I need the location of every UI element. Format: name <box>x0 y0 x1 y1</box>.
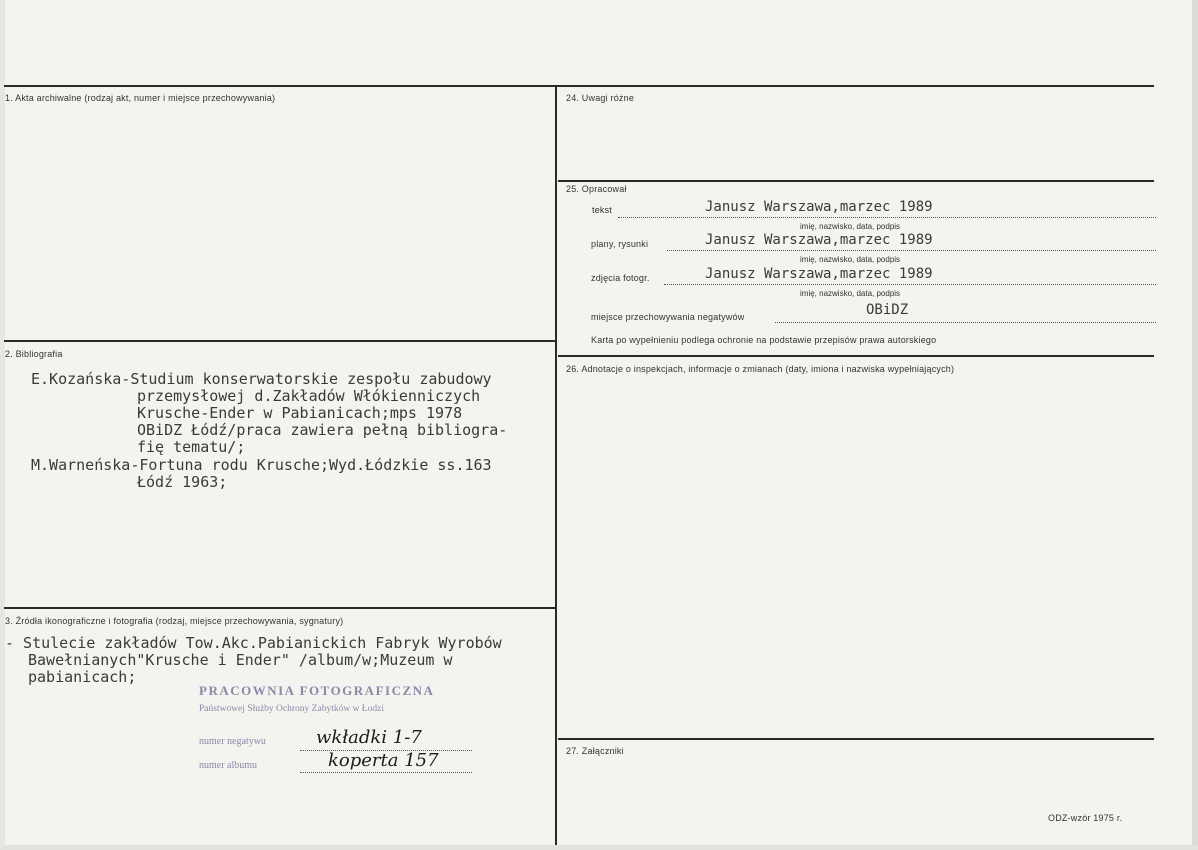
iconography-line: Bawełnianych"Krusche i Ender" /album/w;Muzeum w <box>28 651 453 669</box>
section-2-label: 2. Bibliografia <box>5 349 63 359</box>
rule-right-3 <box>558 738 1154 740</box>
rule-center <box>555 85 557 845</box>
stamp-negative-label: numer negatywu <box>199 736 266 747</box>
negatywy-value: OBiDZ <box>866 302 909 318</box>
bibliography-line: Krusche-Ender w Pabianicach;mps 1978 <box>137 404 463 422</box>
bibliography-line: M.Warneńska-Fortuna rodu Krusche;Wyd.Łódzkie ss.163 <box>31 456 492 474</box>
card-edge <box>1192 0 1198 850</box>
section-27-label: 27. Załączniki <box>566 746 624 756</box>
card-edge <box>0 845 1198 850</box>
stamp-title: PRACOWNIA FOTOGRAFICZNA <box>199 683 435 698</box>
tekst-rule <box>618 217 1156 218</box>
bibliography-line: OBiDZ Łódź/praca zawiera pełną bibliogra- <box>137 421 508 439</box>
section-25-label: 25. Opracował <box>566 184 627 194</box>
bibliography-line: przemysłowej d.Zakładów Włókienniczych <box>137 387 481 405</box>
rule-right-2 <box>558 355 1154 357</box>
tekst-label: tekst <box>592 205 613 215</box>
signature-caption: imię, nazwisko, data, podpis <box>800 222 901 231</box>
rule-right-1 <box>558 180 1154 182</box>
section-3-label: 3. Źródła ikonograficzne i fotografia (rodzaj, miejsce przechowywania, sygnatury) <box>5 616 344 626</box>
section-1-label: 1. Akta archiwalne (rodzaj akt, numer i miejsce przechowywania) <box>5 93 276 103</box>
signature-caption: imię, nazwisko, data, podpis <box>800 289 901 298</box>
plany-label: plany, rysunki <box>591 239 649 249</box>
bibliography-line: fię tematu/; <box>137 438 246 456</box>
rule-top <box>4 85 1154 87</box>
copyright-note: Karta po wypełnieniu podlega ochronie na podstawie przepisów prawa autorskiego <box>591 335 937 345</box>
negatywy-label: miejsce przechowywania negatywów <box>591 312 745 322</box>
stamp-album-rule <box>300 772 472 773</box>
iconography-line: - Stulecie zakładów Tow.Akc.Pabianickich Fabryk Wyrobów <box>5 634 502 652</box>
album-number-handwritten: koperta 157 <box>328 750 439 771</box>
rule-left-2 <box>4 607 556 609</box>
zdjecia-value: Janusz Warszawa,marzec 1989 <box>705 266 933 282</box>
iconography-line: pabianicach; <box>28 668 137 686</box>
bibliography-line: Łódź 1963; <box>137 473 228 491</box>
stamp-album-label: numer albumu <box>199 760 258 771</box>
signature-caption: imię, nazwisko, data, podpis <box>800 255 901 264</box>
plany-rule <box>667 250 1156 251</box>
tekst-value: Janusz Warszawa,marzec 1989 <box>705 199 933 215</box>
zdjecia-label: zdjęcia fotogr. <box>591 273 650 283</box>
stamp-subtitle: Państwowej Służby Ochrony Zabytków w Łodzi <box>199 704 384 714</box>
zdjecia-rule <box>664 284 1156 285</box>
negatywy-rule <box>775 322 1156 323</box>
negative-number-handwritten: wkładki 1-7 <box>316 727 422 748</box>
bibliography-line: E.Kozańska-Studium konserwatorskie zespołu zabudowy <box>31 370 492 388</box>
section-26-label: 26. Adnotacje o inspekcjach, informacje o zmianach (daty, imiona i nazwiska wypełniających) <box>566 364 955 374</box>
rule-left-1 <box>4 340 556 342</box>
section-24-label: 24. Uwagi różne <box>566 93 635 103</box>
plany-value: Janusz Warszawa,marzec 1989 <box>705 232 933 248</box>
card-edge <box>0 0 5 850</box>
form-identifier: ODZ-wzór 1975 r. <box>1048 813 1123 823</box>
